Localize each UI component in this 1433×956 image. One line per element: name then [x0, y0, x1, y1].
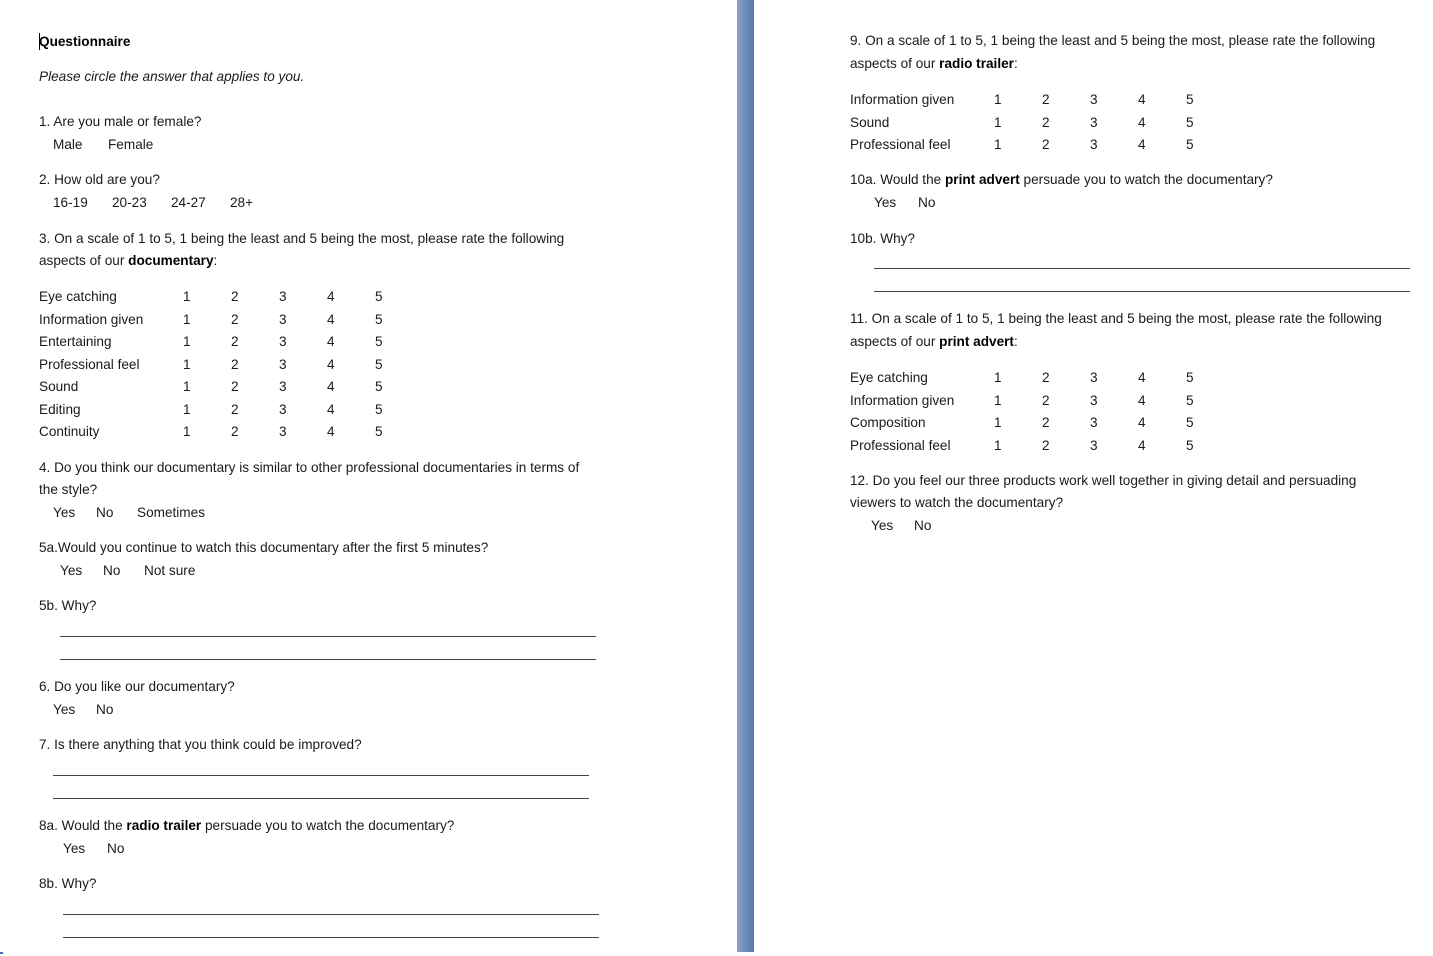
q9-rating-4[interactable]: 4 [1138, 92, 1146, 107]
question-9-line2: aspects of our radio trailer: [850, 56, 1018, 71]
q9-rating-2[interactable]: 2 [1042, 92, 1050, 107]
q3-rating-5[interactable]: 5 [375, 424, 383, 439]
ruler-marker [0, 952, 3, 954]
question-3-line1: 3. On a scale of 1 to 5, 1 being the least and 5 being the most, please rate the following [39, 231, 565, 246]
q2-option-16-19[interactable]: 16-19 [53, 195, 88, 210]
q1-option-male[interactable]: Male [53, 137, 83, 152]
q8a-option-no[interactable]: No [107, 841, 125, 856]
q5b-answer-line-2[interactable] [60, 659, 596, 660]
question-2: 2. How old are you? [39, 172, 160, 187]
q3-rating-2[interactable]: 2 [231, 424, 239, 439]
q11-rating-5[interactable]: 5 [1186, 415, 1194, 430]
q3-row-label: Entertaining [39, 334, 112, 349]
q11-rating-4[interactable]: 4 [1138, 370, 1146, 385]
question-5b: 5b. Why? [39, 598, 97, 613]
q9-rating-5[interactable]: 5 [1186, 137, 1194, 152]
q3-rating-5[interactable]: 5 [375, 311, 383, 327]
q11-row-label: Composition [850, 415, 926, 430]
q5a-option-no[interactable]: No [103, 563, 121, 578]
q9-rating-4[interactable]: 4 [1138, 114, 1146, 130]
q10a-option-yes[interactable]: Yes [874, 195, 897, 210]
q3-row-label: Editing [39, 401, 81, 417]
q11-rating-5[interactable]: 5 [1186, 437, 1194, 453]
q10b-answer-line-1[interactable] [874, 268, 1410, 269]
q3-rating-3[interactable]: 3 [279, 424, 287, 439]
q3-row-label: Professional feel [39, 356, 140, 372]
q3-row-label: Eye catching [39, 289, 117, 304]
q9-rating-3[interactable]: 3 [1090, 114, 1098, 130]
q3-rating-1[interactable]: 1 [183, 401, 191, 417]
q11-rating-1[interactable]: 1 [994, 392, 1002, 408]
question-11-line1: 11. On a scale of 1 to 5, 1 being the least and 5 being the most, please rate the following [850, 311, 1382, 326]
q11-rating-3[interactable]: 3 [1090, 392, 1098, 408]
question-4-line1: 4. Do you think our documentary is similar to other professional documentaries in terms of [39, 460, 580, 475]
q3-rating-2[interactable]: 2 [231, 289, 239, 304]
q3-rating-1[interactable]: 1 [183, 334, 191, 349]
q3-row-label: Continuity [39, 424, 100, 439]
q9-rating-4[interactable]: 4 [1138, 137, 1146, 152]
question-12-line2: viewers to watch the documentary? [850, 495, 1064, 510]
q11-rating-2[interactable]: 2 [1042, 392, 1050, 408]
q2-option-20-23[interactable]: 20-23 [112, 195, 147, 210]
q3-rating-1[interactable]: 1 [183, 424, 191, 439]
q7-answer-line-1[interactable] [53, 775, 589, 776]
q3-rating-5[interactable]: 5 [375, 379, 383, 394]
question-3-line2: aspects of our documentary: [39, 253, 218, 268]
question-11-line2: aspects of our print advert: [850, 334, 1018, 349]
page-gutter-base [737, 952, 754, 956]
q3-rating-1[interactable]: 1 [183, 356, 191, 372]
q10a-option-no[interactable]: No [918, 195, 936, 210]
q11-rating-2[interactable]: 2 [1042, 437, 1050, 453]
q3-rating-3[interactable]: 3 [279, 401, 287, 417]
q9-rating-1[interactable]: 1 [994, 92, 1002, 107]
question-8a: 8a. Would the radio trailer persuade you to watch the documentary? [39, 818, 455, 833]
q4-option-no[interactable]: No [96, 505, 114, 520]
q11-row-label: Professional feel [850, 437, 951, 453]
q5a-option-not-sure[interactable]: Not sure [144, 563, 196, 578]
q3-rating-2[interactable]: 2 [231, 334, 239, 349]
q9-rating-3[interactable]: 3 [1090, 137, 1098, 152]
q3-rating-4[interactable]: 4 [327, 379, 335, 394]
q11-rating-4[interactable]: 4 [1138, 437, 1146, 453]
q3-row-label: Sound [39, 379, 79, 394]
q9-rating-1[interactable]: 1 [994, 137, 1002, 152]
q3-rating-2[interactable]: 2 [231, 379, 239, 394]
question-6: 6. Do you like our documentary? [39, 679, 235, 694]
q6-option-yes[interactable]: Yes [53, 702, 76, 717]
q4-option-yes[interactable]: Yes [53, 505, 76, 520]
q11-rating-4[interactable]: 4 [1138, 392, 1146, 408]
q5a-option-yes[interactable]: Yes [60, 563, 83, 578]
q3-rating-4[interactable]: 4 [327, 311, 335, 327]
q11-rating-2[interactable]: 2 [1042, 415, 1050, 430]
q9-rating-3[interactable]: 3 [1090, 92, 1098, 107]
q3-rating-3[interactable]: 3 [279, 379, 287, 394]
q11-rating-1[interactable]: 1 [994, 370, 1002, 385]
question-4-line2: the style? [39, 482, 98, 497]
q3-rating-2[interactable]: 2 [231, 401, 239, 417]
q8a-option-yes[interactable]: Yes [63, 841, 86, 856]
q6-option-no[interactable]: No [96, 702, 114, 717]
q7-answer-line-2[interactable] [53, 798, 589, 799]
q3-rating-1[interactable]: 1 [183, 311, 191, 327]
q9-row-label: Information given [850, 92, 955, 107]
q11-rating-1[interactable]: 1 [994, 415, 1002, 430]
q3-rating-4[interactable]: 4 [327, 334, 335, 349]
q10b-answer-line-2[interactable] [874, 291, 1410, 292]
question-8b: 8b. Why? [39, 876, 97, 891]
instruction-text: Please circle the answer that applies to you. [39, 69, 305, 84]
q9-row-label: Professional feel [850, 137, 951, 152]
q12-option-no[interactable]: No [914, 518, 932, 533]
question-9-line1: 9. On a scale of 1 to 5, 1 being the least and 5 being the most, please rate the following [850, 33, 1376, 48]
page-title: Questionnaire [39, 34, 131, 49]
q2-option-28-plus[interactable]: 28+ [230, 195, 254, 210]
q3-rating-5[interactable]: 5 [375, 289, 383, 304]
question-12-line1: 12. Do you feel our three products work well together in giving detail and persuading [850, 473, 1357, 488]
q3-rating-3[interactable]: 3 [279, 356, 287, 372]
q2-option-24-27[interactable]: 24-27 [171, 195, 206, 210]
q11-rating-3[interactable]: 3 [1090, 415, 1098, 430]
q11-rating-1[interactable]: 1 [994, 437, 1002, 453]
q3-rating-4[interactable]: 4 [327, 401, 335, 417]
q11-row-label: Information given [850, 392, 955, 408]
q3-rating-4[interactable]: 4 [327, 356, 335, 372]
question-5a: 5a.Would you continue to watch this documentary after the first 5 minutes? [39, 540, 489, 555]
q9-rating-2[interactable]: 2 [1042, 137, 1050, 152]
q5b-answer-line-1[interactable] [60, 636, 596, 637]
q3-rating-1[interactable]: 1 [183, 289, 191, 304]
q9-rating-1[interactable]: 1 [994, 114, 1002, 130]
q3-rating-5[interactable]: 5 [375, 401, 383, 417]
q12-option-yes[interactable]: Yes [871, 518, 894, 533]
q9-rating-5[interactable]: 5 [1186, 114, 1194, 130]
q3-rating-5[interactable]: 5 [375, 356, 383, 372]
q11-row-label: Eye catching [850, 370, 928, 385]
q11-rating-3[interactable]: 3 [1090, 437, 1098, 453]
q9-rating-2[interactable]: 2 [1042, 114, 1050, 130]
q9-row-label: Sound [850, 114, 890, 130]
q8b-answer-line-2[interactable] [63, 937, 599, 938]
q3-rating-3[interactable]: 3 [279, 334, 287, 349]
q3-rating-4[interactable]: 4 [327, 289, 335, 304]
q3-rating-3[interactable]: 3 [279, 311, 287, 327]
q8b-answer-line-1[interactable] [63, 914, 599, 915]
q11-rating-4[interactable]: 4 [1138, 415, 1146, 430]
q3-rating-3[interactable]: 3 [279, 289, 287, 304]
q4-option-sometimes[interactable]: Sometimes [137, 505, 205, 520]
q3-rating-1[interactable]: 1 [183, 379, 191, 394]
question-10b: 10b. Why? [850, 231, 915, 246]
q9-rating-5[interactable]: 5 [1186, 92, 1194, 107]
q11-rating-2[interactable]: 2 [1042, 370, 1050, 385]
q11-rating-5[interactable]: 5 [1186, 392, 1194, 408]
q3-rating-5[interactable]: 5 [375, 334, 383, 349]
q1-option-female[interactable]: Female [108, 137, 154, 152]
question-1: 1. Are you male or female? [39, 114, 202, 129]
question-7: 7. Is there anything that you think could be improved? [39, 737, 362, 752]
q11-rating-3[interactable]: 3 [1090, 370, 1098, 385]
page-gutter [737, 0, 754, 952]
q3-rating-2[interactable]: 2 [231, 356, 239, 372]
q3-row-label: Information given [39, 311, 144, 327]
q11-rating-5[interactable]: 5 [1186, 370, 1194, 385]
q3-rating-4[interactable]: 4 [327, 424, 335, 439]
q3-rating-2[interactable]: 2 [231, 311, 239, 327]
question-10a: 10a. Would the print advert persuade you to watch the documentary? [850, 172, 1273, 187]
